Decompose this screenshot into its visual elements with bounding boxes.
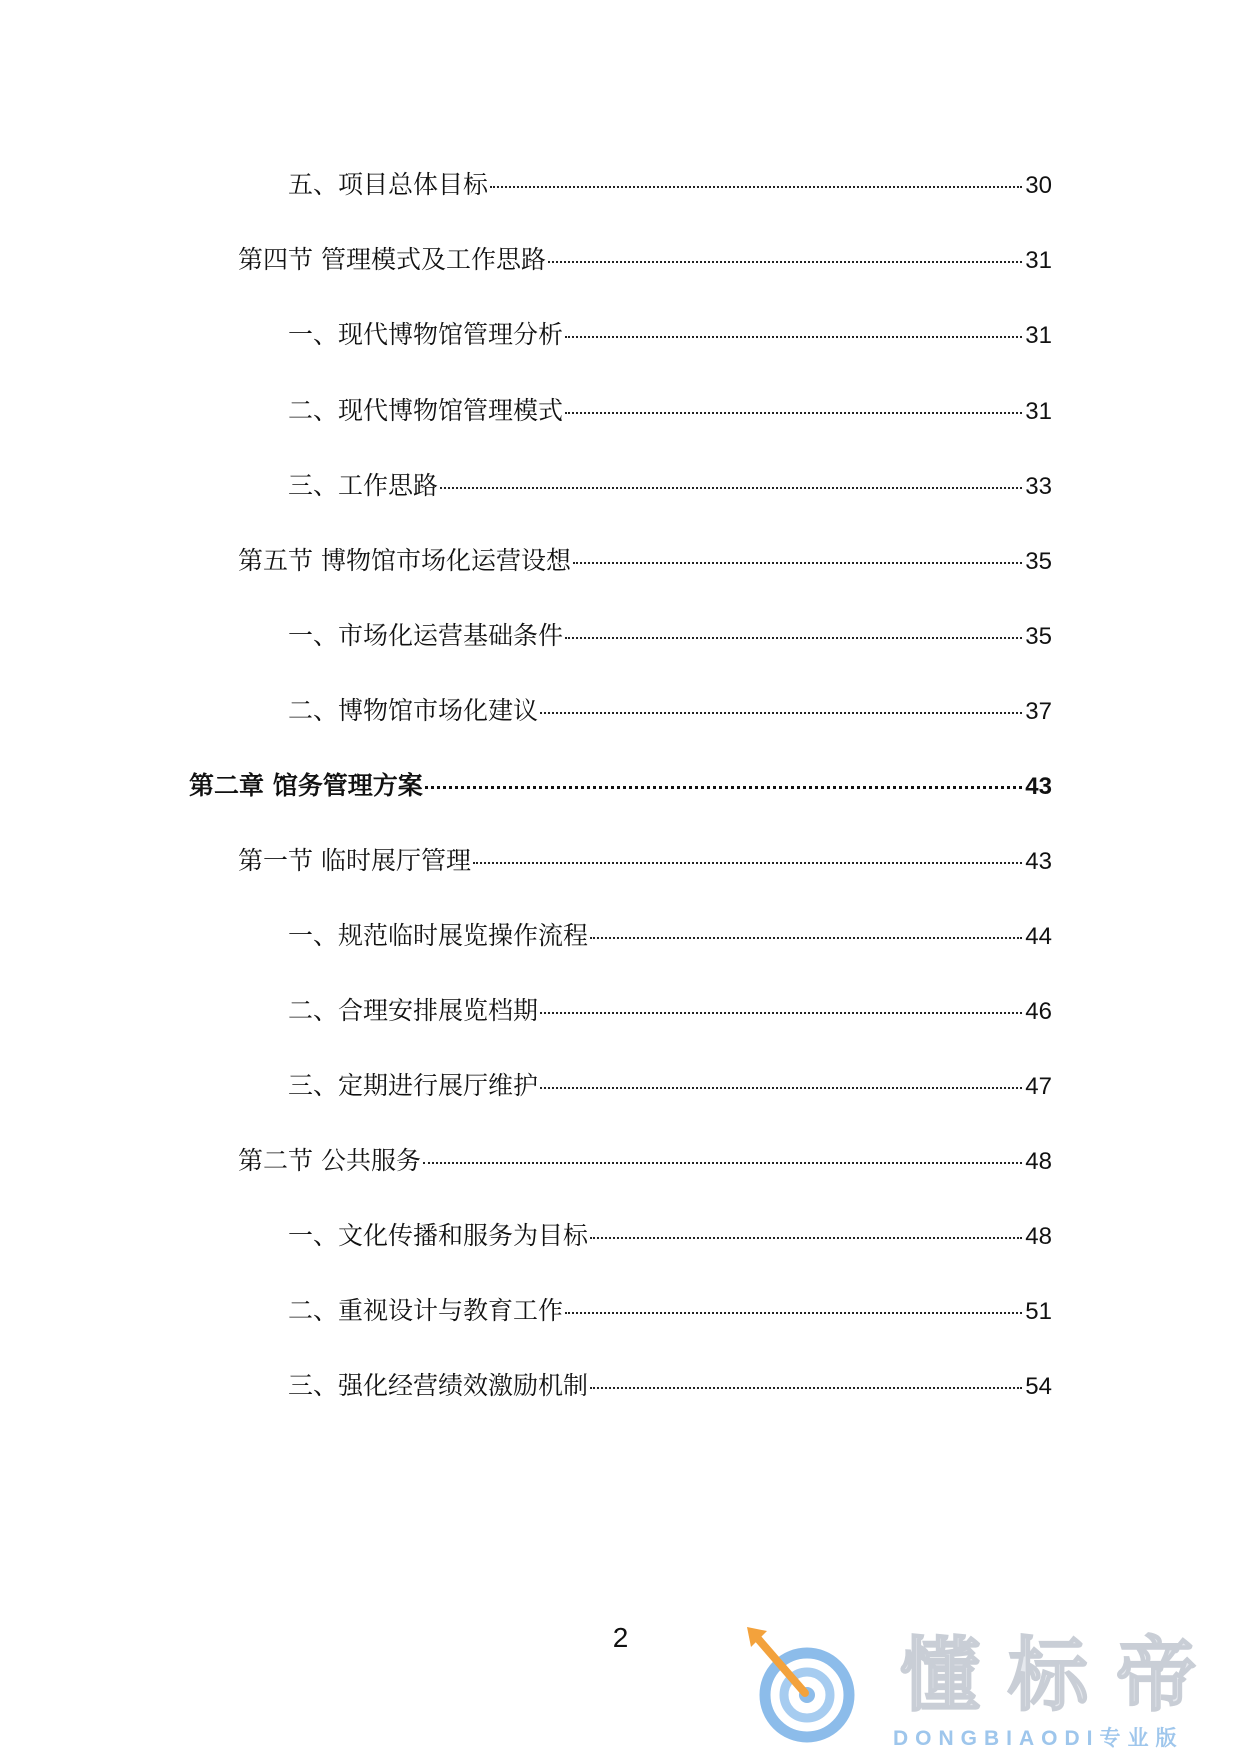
toc-entry[interactable] — [288, 170, 1052, 201]
toc-entry-page: 35 — [1025, 548, 1052, 575]
toc-entry[interactable] — [288, 1296, 1052, 1327]
toc-entry-title: 第一节 临时展厅管理 — [238, 846, 471, 875]
toc-entry-page: 48 — [1025, 1223, 1052, 1250]
toc-entry-title: 一、现代博物馆管理分析 — [288, 320, 564, 349]
toc-entry-title: 三、工作思路 — [288, 471, 439, 500]
toc-leader-dots — [540, 1087, 1022, 1089]
target-arrow-icon — [745, 1625, 865, 1750]
toc-entry[interactable] — [238, 546, 1052, 577]
toc-entry-page: 33 — [1025, 473, 1052, 500]
toc-entry-title: 第四节 管理模式及工作思路 — [238, 245, 546, 274]
toc-entry[interactable] — [288, 1371, 1052, 1402]
watermark — [745, 1625, 1225, 1750]
toc-entry-page: 30 — [1025, 172, 1052, 199]
toc-entry-page: 37 — [1025, 698, 1052, 725]
toc-entry-page: 54 — [1025, 1373, 1052, 1400]
toc-entry-title: 一、规范临时展览操作流程 — [288, 921, 589, 950]
toc-entry-page: 51 — [1025, 1298, 1052, 1325]
toc-entry-page: 47 — [1025, 1073, 1052, 1100]
toc-entry[interactable] — [288, 921, 1052, 952]
toc-entry[interactable] — [288, 471, 1052, 502]
toc-leader-dots — [590, 1237, 1022, 1239]
toc-entry[interactable] — [238, 846, 1052, 877]
toc-entry-page: 46 — [1025, 998, 1052, 1025]
toc-entry[interactable] — [288, 396, 1052, 427]
toc-entry-title: 一、市场化运营基础条件 — [288, 621, 564, 650]
toc-entry[interactable] — [238, 245, 1052, 276]
toc-entry-chapter[interactable] — [189, 771, 1052, 802]
toc-leader-dots — [540, 1012, 1022, 1014]
toc-leader-dots — [473, 862, 1022, 864]
toc-entry-title: 三、强化经营绩效激励机制 — [288, 1371, 589, 1400]
toc-entry-page: 31 — [1025, 247, 1052, 274]
toc-entry-title: 五、项目总体目标 — [288, 170, 489, 199]
toc-entry-page: 48 — [1025, 1148, 1052, 1175]
toc-entry-page: 43 — [1025, 773, 1052, 800]
toc-leader-dots — [590, 1387, 1022, 1389]
toc-entry-title: 第二章 馆务管理方案 — [189, 771, 423, 800]
toc-entry[interactable] — [288, 696, 1052, 727]
toc-leader-dots — [540, 712, 1022, 714]
toc-entry-title: 二、博物馆市场化建议 — [288, 696, 539, 725]
toc-entry-title: 三、定期进行展厅维护 — [288, 1071, 539, 1100]
toc-entry-title: 二、合理安排展览档期 — [288, 996, 539, 1025]
toc-entry-page: 35 — [1025, 623, 1052, 650]
toc-entry[interactable] — [288, 1071, 1052, 1102]
toc-entry[interactable] — [238, 1146, 1052, 1177]
toc-leader-dots — [425, 786, 1023, 789]
watermark-brand-name: 懂标帝 — [900, 1629, 1224, 1722]
toc-leader-dots — [548, 261, 1022, 263]
toc-entry-page: 43 — [1025, 848, 1052, 875]
watermark-subtitle: DONGBIAODI专业版 — [893, 1727, 1184, 1750]
toc-entry-title: 一、文化传播和服务为目标 — [288, 1221, 589, 1250]
toc-leader-dots — [490, 186, 1022, 188]
toc-leader-dots — [590, 937, 1022, 939]
toc-entry-title: 第五节 博物馆市场化运营设想 — [238, 546, 571, 575]
toc-leader-dots — [565, 637, 1022, 639]
toc-leader-dots — [440, 487, 1022, 489]
toc-leader-dots — [423, 1162, 1022, 1164]
toc-entry-page: 44 — [1025, 923, 1052, 950]
toc-entry[interactable] — [288, 1221, 1052, 1252]
toc-entry-page: 31 — [1025, 398, 1052, 425]
toc-leader-dots — [565, 412, 1022, 414]
toc-entry-page: 31 — [1025, 322, 1052, 349]
toc-leader-dots — [565, 1312, 1022, 1314]
toc-entry[interactable] — [288, 621, 1052, 652]
toc-entry-title: 二、现代博物馆管理模式 — [288, 396, 564, 425]
toc-leader-dots — [573, 562, 1022, 564]
toc-entry[interactable] — [288, 996, 1052, 1027]
toc-leader-dots — [565, 336, 1022, 338]
page-number: 2 — [612, 1622, 629, 1653]
toc-entry-title: 二、重视设计与教育工作 — [288, 1296, 564, 1325]
toc-entry[interactable] — [288, 320, 1052, 351]
toc-entry-title: 第二节 公共服务 — [238, 1146, 421, 1175]
